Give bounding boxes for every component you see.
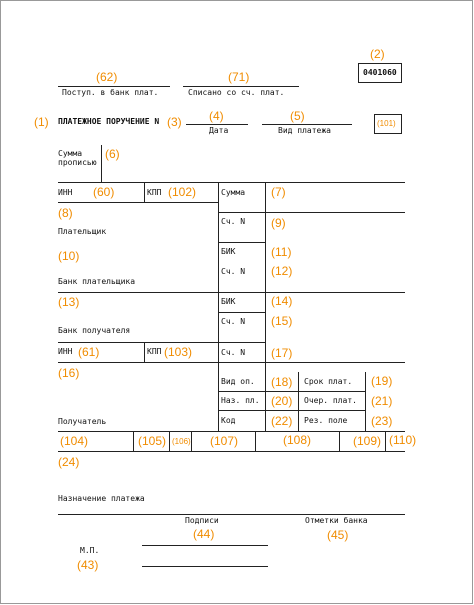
code-109: (109) — [353, 434, 382, 448]
res-field-label: Рез. поле — [304, 416, 348, 425]
amount-words-label-2: прописью — [58, 158, 97, 167]
grid-line-182 — [58, 182, 405, 183]
code-19: (19) — [371, 374, 393, 388]
code-8: (8) — [58, 206, 73, 220]
payer-account-label: Сч. N — [221, 217, 246, 226]
code-15: (15) — [271, 314, 293, 328]
payer-label: Плательщик — [58, 227, 107, 236]
debited-label: Списано со сч. плат. — [188, 88, 285, 97]
date-line — [186, 124, 248, 125]
grid-vline-365 — [365, 372, 366, 431]
grid-line-451 — [58, 451, 405, 452]
code-13: (13) — [58, 295, 80, 309]
code-14: (14) — [271, 294, 293, 308]
grid-vline-144 — [144, 182, 145, 202]
amount-words-label-1: Сумма — [58, 149, 83, 158]
payer-bank-label: Банк плательщика — [58, 277, 136, 286]
date-label: Дата — [209, 126, 229, 135]
grid-vline-191 — [191, 431, 192, 451]
code-21: (21) — [371, 394, 393, 408]
grid-line-410 — [218, 410, 365, 411]
payment-type-line — [262, 124, 352, 125]
grid-vline-298 — [298, 372, 299, 431]
grid-line-312 — [218, 312, 265, 313]
code-71: (71) — [228, 70, 250, 84]
recipient-bik-label: БИК — [221, 297, 236, 306]
code-104: (104) — [60, 434, 89, 448]
payer-bik-label: БИК — [221, 247, 236, 256]
signature-line-1 — [142, 545, 268, 546]
code-23: (23) — [371, 414, 393, 428]
code-44: (44) — [193, 527, 215, 541]
code-12: (12) — [271, 264, 293, 278]
recipient-bank-label: Банк получателя — [58, 326, 131, 335]
code-43: (43) — [77, 558, 99, 572]
signature-line-2 — [142, 566, 268, 567]
due-date-label: Срок плат. — [304, 377, 353, 386]
grid-line-362 — [58, 362, 405, 363]
amount-label: Сумма — [221, 188, 246, 197]
code-16: (16) — [58, 366, 80, 380]
code-10: (10) — [58, 249, 80, 263]
code-24: (24) — [58, 455, 80, 469]
code-110: (110) — [389, 433, 417, 447]
code-4: (4) — [209, 109, 224, 123]
code-105: (105) — [138, 434, 167, 448]
code-107: (107) — [210, 434, 239, 448]
received-line — [58, 86, 170, 87]
code-106: (106) — [172, 437, 191, 446]
code-102: (102) — [168, 185, 197, 199]
inn-label: ИНН — [58, 188, 73, 197]
code-1: (1) — [34, 115, 49, 129]
form-title: ПЛАТЕЖНОЕ ПОРУЧЕНИЕ N — [58, 117, 160, 126]
received-label: Поступ. в банк плат. — [62, 88, 159, 97]
grid-vline-133 — [133, 431, 134, 451]
grid-vline-265 — [265, 182, 266, 431]
priority-label: Очер. плат. — [304, 396, 357, 405]
code-20: (20) — [271, 394, 293, 408]
code-label: Код — [221, 416, 236, 425]
code-9: (9) — [271, 216, 286, 230]
stamp-label: М.П. — [80, 546, 100, 555]
code-3: (3) — [167, 115, 182, 129]
kpp-label: КПП — [147, 188, 162, 197]
code-5: (5) — [290, 109, 305, 123]
grid-vline-385 — [385, 431, 386, 451]
grid-vline-339 — [339, 431, 340, 451]
payment-purpose-label: Назначение платежа — [58, 494, 145, 503]
code-6: (6) — [105, 147, 120, 161]
debited-line — [183, 86, 299, 87]
recipient-account-label: Сч. N — [221, 348, 246, 357]
code-45: (45) — [327, 528, 349, 542]
code-108: (108) — [283, 433, 312, 447]
code-2: (2) — [370, 47, 385, 61]
grid-line-431 — [58, 431, 405, 432]
grid-line-342 — [58, 342, 265, 343]
code-22: (22) — [271, 414, 293, 428]
payment-type-label: Вид платежа — [278, 126, 331, 135]
grid-vline-218 — [218, 182, 219, 431]
grid-line-212 — [218, 212, 405, 213]
amount-words-divider — [101, 145, 102, 182]
code-18: (18) — [271, 375, 293, 389]
code-103: (103) — [164, 345, 193, 359]
grid-line-391 — [218, 391, 365, 392]
recipient-bank-account-label: Сч. N — [221, 317, 246, 326]
recipient-label: Получатель — [58, 417, 107, 426]
form-code: 0401060 — [363, 68, 397, 77]
grid-line-202 — [58, 202, 218, 203]
grid-vline-169 — [169, 431, 170, 451]
grid-vline-144b — [144, 342, 145, 362]
code-62: (62) — [96, 70, 118, 84]
code-61: (61) — [78, 345, 100, 359]
bank-marks-label: Отметки банка — [305, 516, 368, 525]
code-17: (17) — [271, 346, 293, 360]
purpose-code-label: Наз. пл. — [221, 396, 260, 405]
grid-line-292 — [58, 292, 405, 293]
op-type-label: Вид оп. — [221, 377, 255, 386]
code-101: (101) — [377, 119, 396, 128]
recipient-kpp-label: КПП — [147, 347, 162, 356]
signatures-label: Подписи — [185, 516, 219, 525]
grid-line-242 — [218, 242, 265, 243]
grid-vline-255 — [255, 431, 256, 451]
code-60: (60) — [93, 185, 115, 199]
code-7: (7) — [271, 185, 286, 199]
recipient-inn-label: ИНН — [58, 347, 73, 356]
purpose-line — [58, 514, 405, 515]
code-11: (11) — [271, 245, 292, 259]
payer-bank-account-label: Сч. N — [221, 267, 246, 276]
